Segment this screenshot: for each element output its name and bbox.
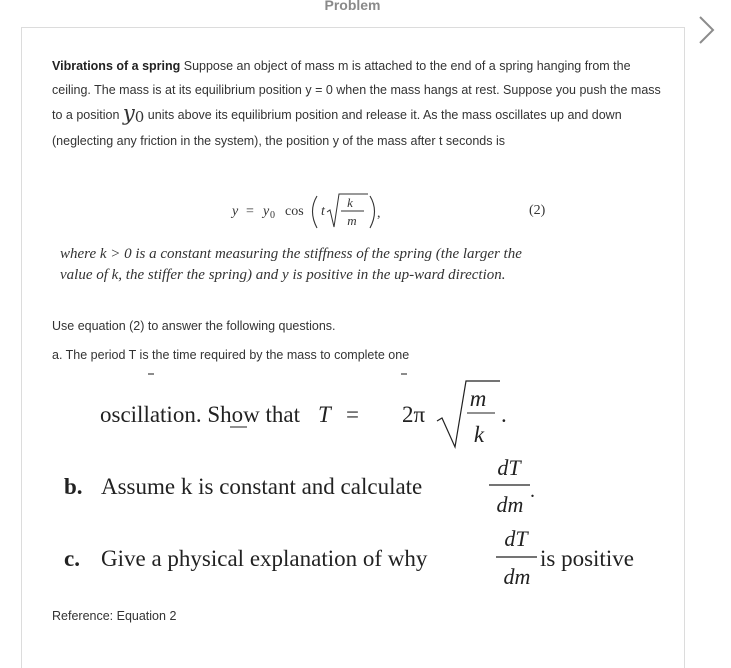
part-b-trailing: . (530, 480, 535, 502)
part-a-var: T (318, 402, 331, 427)
intro-text-part1: Suppose an object of mass m is attached to the end of a spring hanging from the ceiling. The mass is at its equilibrium position y = 0 when the mass hangs at rest. Suppose you push the mass to a position (52, 59, 661, 122)
part-a-intro: a. The period T is the time required by the mass to complete one (52, 348, 410, 362)
part-a-equals: = (346, 402, 359, 427)
part-b-label: b. (64, 474, 83, 499)
y0-symbol: $y_0$ (122, 101, 145, 126)
eq-paren-left (313, 196, 318, 228)
problem-topic-title: Vibrations of a spring (52, 59, 181, 73)
part-a-text: oscillation. Show that (100, 402, 300, 427)
eq-frac-num: k (347, 195, 353, 210)
eq-arg-var: t (321, 204, 325, 219)
part-a-den: k (473, 422, 485, 447)
eq-frac-den: m (347, 213, 357, 228)
reference-text: Reference: Equation 2 (52, 609, 177, 623)
eq-paren-right (370, 196, 375, 228)
part-b-text: Assume k is constant and calculate (101, 474, 423, 499)
part-c-label: c. (64, 546, 80, 571)
part-c-text: Give a physical explanation of why (101, 546, 428, 571)
part-a-coef: 2π (402, 402, 426, 427)
eq-lhs: y (232, 204, 239, 219)
eq-func: cos (285, 204, 304, 219)
part-a-num: m (469, 386, 487, 411)
eq-coef: y (263, 204, 270, 219)
part-b-num: dT (497, 455, 521, 480)
intro-text-part2: units above its equilibrium position and release it. As the mass oscillates up and down (neglecting any friction in the system), the position y of the mass after t seconds is (52, 108, 622, 148)
part-c-num: dT (504, 526, 528, 551)
scan-artifact (0, 372, 731, 378)
problem-intro (52, 55, 664, 153)
chevron-right-icon[interactable] (694, 13, 720, 47)
eq-trailing: , (377, 206, 381, 221)
eq-coef-sub: 0 (270, 210, 275, 221)
part-a-trailing: . (501, 402, 507, 427)
where-text: where k > 0 is a constant measuring the stiffness of the spring (the larger the value of k, the stiffer the spring) and y is positive in the up-ward direction. (60, 246, 522, 283)
part-c-suffix: is positive (540, 546, 634, 571)
part-b-den: dm (496, 492, 524, 517)
eq-equals: = (246, 204, 254, 219)
instruction-text: Use equation (2) to answer the following questions. (52, 319, 336, 333)
part-c-den: dm (503, 564, 531, 589)
page-title: Problem (324, 0, 381, 13)
equation-number: (2) (529, 203, 546, 218)
equation-2 (230, 187, 560, 235)
